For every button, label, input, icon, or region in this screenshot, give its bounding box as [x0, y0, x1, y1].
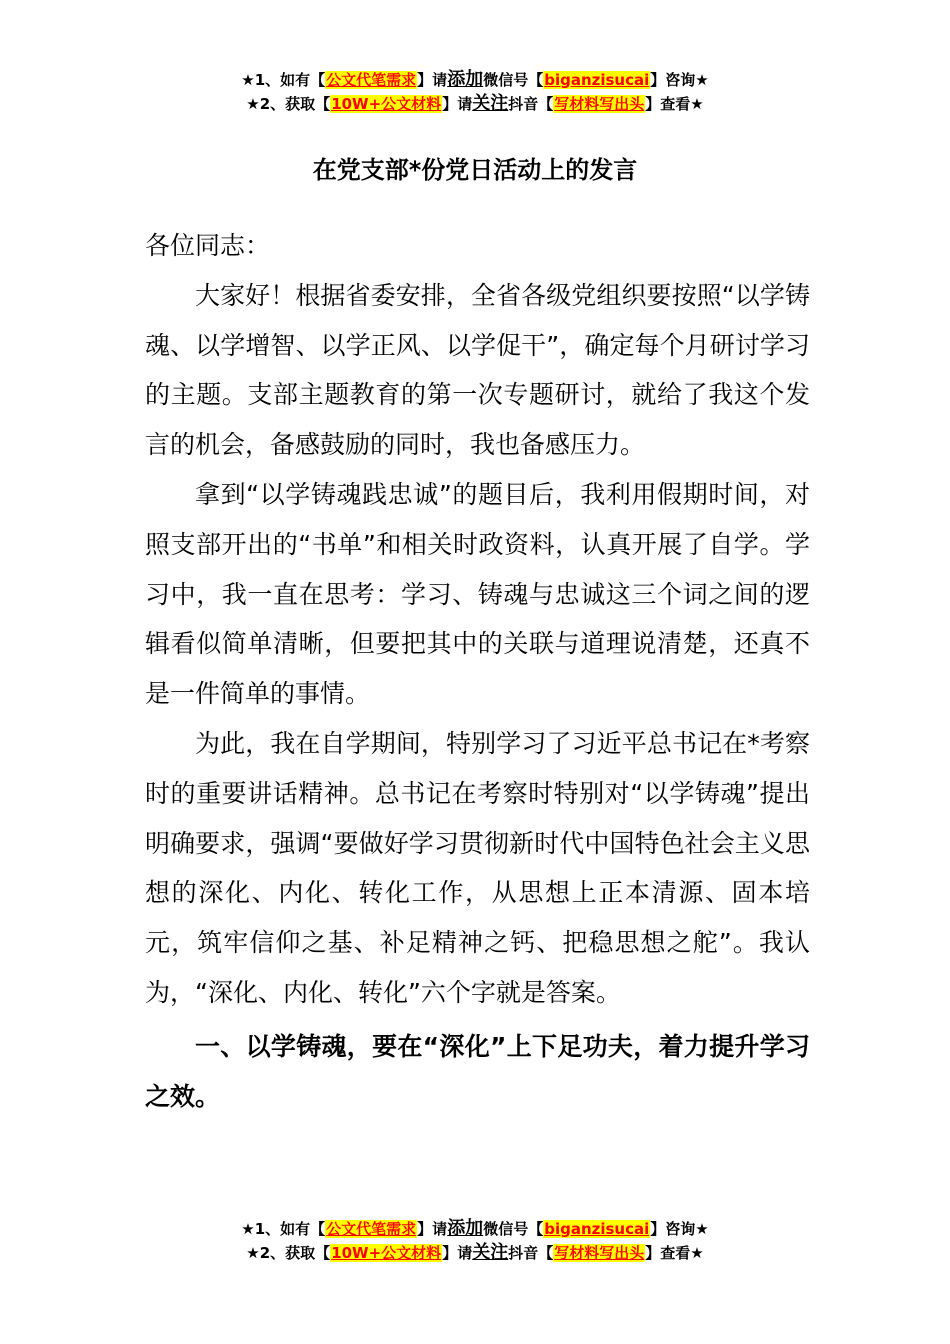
highlight-douyin-id: 写材料写出头: [554, 1244, 645, 1262]
banner-line-2: [0, 92, 950, 116]
paragraph: 拿到“以学铸魂践忠诚”的题目后，我利用假期时间，对照支部开出的“书单”和相关时政资料，认真开展了自学。学习中，我一直在思考：学习、铸魂与忠诚这三个词之间的逻辑看似简单清晰，但要把其中的关联与道理说清楚，还真不是一件简单的事情。: [145, 479, 810, 709]
highlight-wechat-id: biganzisucai: [544, 1220, 650, 1238]
highlight-wechat-id: biganzisucai: [544, 71, 650, 89]
highlight-service: 公文代笔需求: [326, 71, 417, 89]
star-icon: ★: [241, 1220, 255, 1238]
emphasis-follow: 关注: [472, 93, 509, 114]
banner-text: 1、如有【: [254, 1220, 326, 1238]
emphasis-follow: 关注: [472, 1242, 509, 1263]
highlight-materials: 10W+公文材料: [331, 1244, 442, 1262]
banner-text: 】请: [442, 1244, 473, 1262]
star-icon: ★: [241, 71, 255, 89]
emphasis-add: 添加: [447, 1218, 484, 1239]
banner-text: 】查看★: [645, 1244, 704, 1262]
salutation: 各位同志：: [145, 231, 271, 260]
banner-text: 抖音【: [508, 1244, 554, 1262]
section-heading: 一、以学铸魂，要在“深化”上下足功夫，着力提升学习之效。: [145, 1031, 810, 1111]
star-icon: ★: [246, 1244, 260, 1262]
banner-text: 】咨询★: [650, 1220, 709, 1238]
banner-text: 2、获取【: [259, 1244, 331, 1262]
highlight-douyin-id: 写材料写出头: [554, 95, 645, 113]
star-icon: ★: [246, 95, 260, 113]
banner-text: 微信号【: [483, 1220, 544, 1238]
banner-text: 微信号【: [483, 71, 544, 89]
footer-banner: [0, 1217, 950, 1265]
paragraph: 为此，我在自学期间，特别学习了习近平总书记在*考察时的重要讲话精神。总书记在考察时特别对“以学铸魂”提出明确要求，强调“要做好学习贯彻新时代中国特色社会主义思想的深化、内化、转化工作，从思想上正本清源、固本培元，筑牢信仰之基、补足精神之钙、把稳思想之舵”。我认为，“深化、内化、转化”六个字就是答案。: [145, 728, 810, 1007]
header-banner: [0, 68, 950, 116]
highlight-materials: 10W+公文材料: [331, 95, 442, 113]
banner-text: 】请: [417, 71, 448, 89]
banner-text: 】请: [442, 95, 473, 113]
banner-line-2: [0, 1241, 950, 1265]
document-title: 在党支部*份党日活动上的发言: [312, 156, 638, 184]
paragraph: 大家好！根据省委安排，全省各级党组织要按照“以学铸魂、以学增智、以学正风、以学促干”，确定每个月研讨学习的主题。支部主题教育的第一次专题研讨，就给了我这个发言的机会，备感鼓励的同时，我也备感压力。: [145, 280, 810, 460]
banner-text: 2、获取【: [259, 95, 331, 113]
document-body: [145, 221, 810, 1121]
highlight-service: 公文代笔需求: [326, 1220, 417, 1238]
banner-text: 】查看★: [645, 95, 704, 113]
banner-text: 抖音【: [508, 95, 554, 113]
banner-line-1: [0, 1217, 950, 1241]
banner-line-1: [0, 68, 950, 92]
banner-text: 1、如有【: [254, 71, 326, 89]
emphasis-add: 添加: [447, 69, 484, 90]
banner-text: 】咨询★: [650, 71, 709, 89]
banner-text: 】请: [417, 1220, 448, 1238]
